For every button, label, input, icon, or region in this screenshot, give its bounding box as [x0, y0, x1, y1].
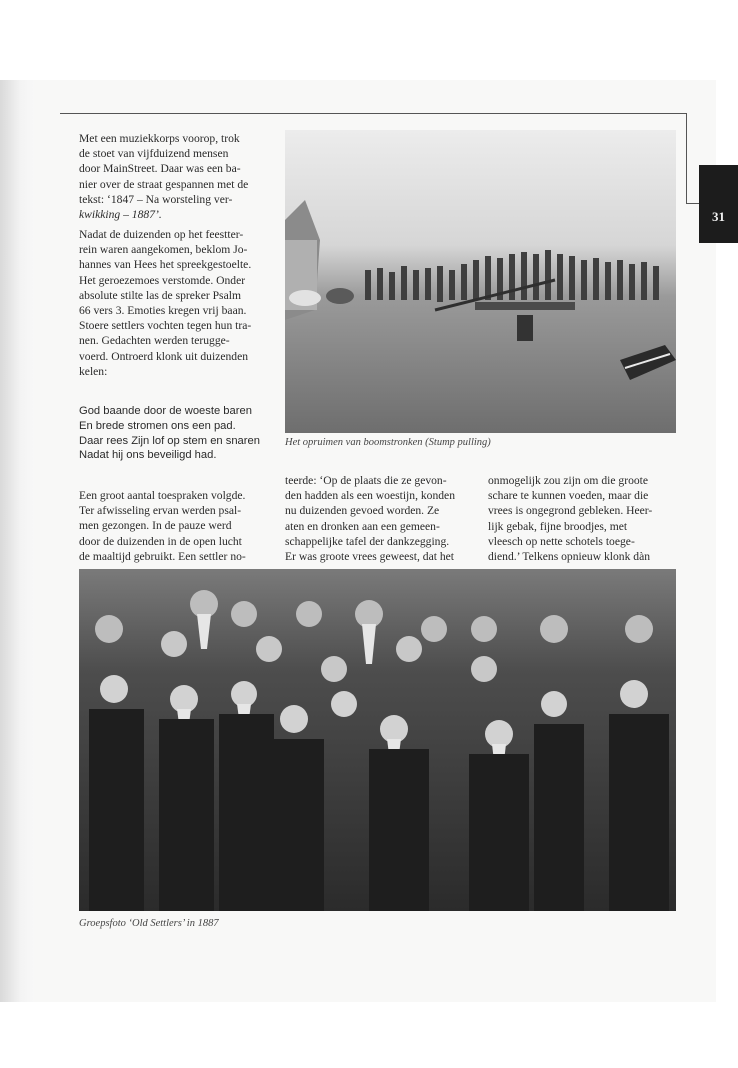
paragraph-speech — [79, 227, 266, 379]
text-line: schare te kunnen voeden, maar die — [488, 489, 649, 503]
text-line: kelen: — [79, 364, 108, 378]
text-line: Met een muziekkorps voorop, trok — [79, 132, 240, 145]
poem-line: En brede stromen ons een pad. — [79, 419, 236, 432]
text-line: teerde: ‘Op de plaats die ze gevon- — [285, 474, 447, 487]
text-line: door de duizenden in de open lucht — [79, 534, 242, 548]
photo-stump-pulling — [285, 130, 676, 433]
text-line: kwikking – 1887’. — [79, 208, 162, 222]
text-line: nu duizenden gevoed worden. Ze — [285, 504, 440, 518]
paragraph-column-2 — [285, 473, 472, 564]
tab-connector-rule-horizontal — [686, 203, 700, 204]
text-line: nen. Gedachten werden terugge- — [79, 334, 230, 348]
text-line: Ter afwisseling ervan werden psal- — [79, 504, 242, 518]
poem-line: God baande door de woeste baren — [79, 405, 252, 417]
text-line: aten en dronken aan een gemeen- — [285, 519, 440, 533]
photo-old-settlers-group — [79, 569, 676, 911]
photo-old-settlers-group-image — [79, 569, 676, 911]
text-line: schappelijke tafel der dankzegging. — [285, 534, 450, 548]
poem-line: Nadat hij ons beveiligd had. — [79, 449, 217, 462]
paragraph-column-3 — [488, 473, 676, 564]
text-line: diend.’ Telkens opnieuw klonk dàn — [488, 550, 651, 564]
paragraph-speeches — [79, 488, 266, 564]
poem-verse — [79, 404, 279, 463]
text-line: voerd. Ontroerd klonk uit duizenden — [79, 349, 249, 363]
page-edge-shadow — [0, 80, 34, 1002]
text-line: lijk gebak, fijne broodjes, met — [488, 519, 628, 533]
caption-stump-pulling: Het opruimen van boomstronken (Stump pulling) — [285, 437, 491, 448]
text-line: den hadden als een woestijn, konden — [285, 489, 455, 503]
caption-group-photo: Groepsfoto ‘Old Settlers’ in 1887 — [79, 918, 219, 929]
text-line: 66 vers 3. Emoties kregen vrij baan. — [79, 304, 247, 318]
text-line: tekst: ‘1847 – Na worsteling ver- — [79, 192, 233, 206]
photo-stump-pulling-image — [285, 130, 676, 433]
text-line: Nadat de duizenden op het feestter- — [79, 228, 244, 241]
text-line: nier over de straat gespannen met de — [79, 177, 249, 191]
text-line: men gezongen. In de pauze werd — [79, 519, 232, 533]
header-rule — [60, 113, 687, 114]
paragraph-intro — [79, 131, 266, 222]
text-line: vrees is ongegrond gebleken. Heer- — [488, 504, 653, 518]
text-line: Het geroezemoes verstomde. Onder — [79, 273, 246, 287]
page-number: 31 — [712, 209, 725, 224]
text-line: Stoere settlers vochten tegen hun tra- — [79, 319, 252, 333]
text-line: rein waren aangekomen, beklom Jo- — [79, 243, 248, 257]
tab-connector-rule — [686, 113, 687, 204]
text-line: onmogelijk zou zijn om die groote — [488, 474, 649, 487]
page-number-tab — [699, 165, 738, 243]
text-line: Een groot aantal toespraken volgde. — [79, 489, 246, 502]
text-line: hannes van Hees het spreekgestoelte. — [79, 258, 252, 272]
poem-line: Daar rees Zijn lof op stem en snaren — [79, 434, 260, 447]
text-line: absolute stilte las de spreker Psalm — [79, 288, 241, 302]
text-line: de maaltijd gebruikt. Een settler no- — [79, 549, 246, 563]
text-line: de stoet van vijfduizend mensen — [79, 147, 229, 161]
text-line: vleesch op nette schotels toege- — [488, 534, 635, 548]
text-line: door MainStreet. Daar was een ba- — [79, 162, 241, 176]
text-line: Er was groote vrees geweest, dat het — [285, 550, 455, 564]
